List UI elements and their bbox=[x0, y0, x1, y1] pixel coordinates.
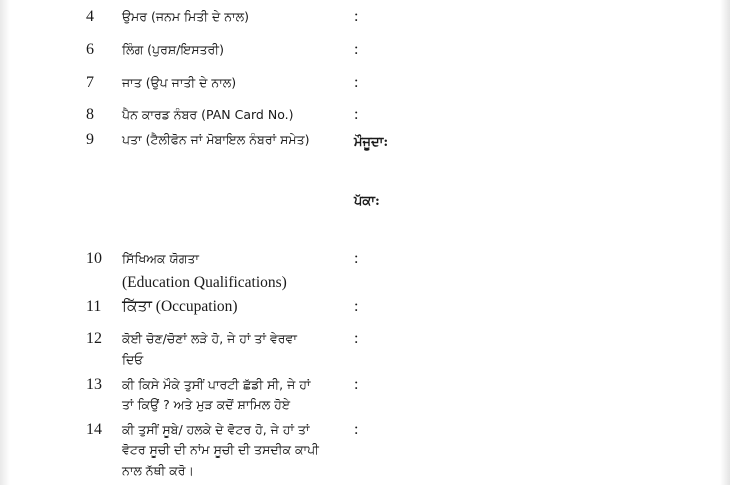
row-number: 7 bbox=[86, 74, 94, 91]
row-label-line2: ਤਾਂ ਕਿਉਂ ? ਅਤੇ ਮੁੜ ਕਦੋਂ ਸ਼ਾਮਿਲ ਹੋਏ bbox=[122, 397, 291, 412]
row-number: 10 bbox=[86, 250, 102, 267]
row-number: 12 bbox=[86, 330, 102, 347]
row-label-line3: ਨਾਲ ਨੱਥੀ ਕਰੋ। bbox=[122, 463, 194, 478]
row-number: 9 bbox=[86, 131, 94, 148]
row-label: ਜਾਤ (ਉਪ ਜਾਤੀ ਦੇ ਨਾਲ) bbox=[122, 75, 237, 90]
row-label-line2: ਦਿਓ bbox=[122, 352, 144, 367]
page-shadow-left bbox=[0, 0, 10, 485]
row-colon: : bbox=[354, 330, 359, 347]
row-label: ਕਿੱਤਾ (Occupation) bbox=[122, 298, 238, 315]
row-colon: : bbox=[354, 74, 359, 91]
row-number: 14 bbox=[86, 421, 102, 438]
row-label-line2: ਵੋਟਰ ਸੂਚੀ ਦੀ ਨਾਂਮ ਸੂਚੀ ਦੀ ਤਸਦੀਕ ਕਾਪੀ bbox=[122, 442, 319, 457]
row-number: 6 bbox=[86, 41, 94, 58]
row-colon: : bbox=[354, 421, 359, 438]
page-shadow-right bbox=[720, 0, 730, 485]
row-label: ਸਿੱਖਿਅਕ ਯੋਗਤਾ bbox=[122, 251, 199, 266]
row-number: 4 bbox=[86, 8, 94, 25]
row-label: ਪਤਾ (ਟੈਲੀਫੋਨ ਜਾਂ ਮੋਬਾਇਲ ਨੰਬਰਾਂ ਸਮੇਤ) bbox=[122, 132, 310, 147]
permanent-address-label: ਪੱਕਾ: bbox=[354, 194, 380, 209]
row-colon: : bbox=[354, 41, 359, 58]
row-number: 13 bbox=[86, 376, 102, 393]
row-label: ਪੈਨ ਕਾਰਡ ਨੰਬਰ (PAN Card No.) bbox=[122, 107, 294, 122]
row-label: ਕੀ ਕਿਸੇ ਮੌਕੇ ਤੁਸੀਂ ਪਾਰਟੀ ਛੱਡੀ ਸੀ, ਜੇ ਹਾਂ bbox=[122, 377, 311, 392]
row-colon: : bbox=[354, 250, 359, 267]
row-colon: : bbox=[354, 376, 359, 393]
row-label-line2: (Education Qualifications) bbox=[122, 274, 287, 291]
row-colon: : bbox=[354, 106, 359, 123]
row-label: ਉਮਰ (ਜਨਮ ਮਿਤੀ ਦੇ ਨਾਲ) bbox=[122, 9, 249, 24]
row-label: ਕੋਈ ਚੋਣ/ਚੋਣਾਂ ਲੜੇ ਹੋ, ਜੇ ਹਾਂ ਤਾਂ ਵੇਰਵਾ bbox=[122, 331, 297, 346]
row-label: ਲਿੰਗ (ਪੁਰਸ਼/ਇਸਤਰੀ) bbox=[122, 42, 224, 57]
row-label: ਕੀ ਤੁਸੀਂ ਸੂਬੇ/ ਹਲਕੇ ਦੇ ਵੋਟਰ ਹੋ, ਜੇ ਹਾਂ ਤਾਂ bbox=[122, 422, 310, 437]
row-number: 11 bbox=[86, 298, 102, 315]
row-colon: : bbox=[354, 8, 359, 25]
present-address-label: ਮੌਜੂਦਾ: bbox=[354, 135, 389, 150]
row-colon: : bbox=[354, 298, 359, 315]
row-number: 8 bbox=[86, 106, 94, 123]
